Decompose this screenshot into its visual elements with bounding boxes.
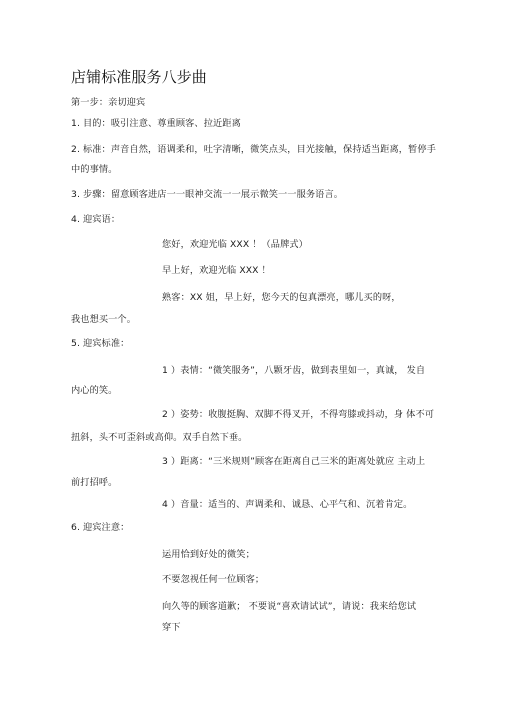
- item-3-steps: 3. 步骤：留意顾客进店一一眼神交流一一展示微笑一一服务语言。: [71, 189, 344, 200]
- item-4-greeting-heading: 4. 迎宾语：: [71, 214, 121, 225]
- item-2-standard-line-1: 2. 标准：声音自然，语调柔和，吐字清晰，微笑点头，目光接触，保持适当距离，暂停手: [71, 144, 436, 155]
- standard-1-line-2: 内心的笑。: [71, 385, 118, 396]
- item-5-greeting-standard-heading: 5. 迎宾标准：: [71, 338, 130, 349]
- greeting-3-continued: 我也想买一个。: [71, 314, 137, 325]
- document-title: 店铺标准服务八步曲: [71, 68, 207, 86]
- note-3-continued: 穿下: [162, 622, 181, 633]
- item-6-notes-heading: 6. 迎宾注意：: [71, 522, 130, 533]
- greeting-3: 熟客：XX 姐，早上好，您今天的包真漂亮，哪儿买的呀，: [162, 292, 401, 303]
- standard-3-line-1: 3 ）距离：“三米规则”顾客在距离自己三米的距离处就应 主动上: [162, 456, 426, 467]
- step-heading: 第一步：亲切迎宾: [71, 97, 146, 108]
- item-1-purpose: 1. 目的：吸引注意、尊重顾客、拉近距离: [71, 118, 241, 129]
- standard-3-line-2: 前打招呼。: [71, 477, 118, 488]
- standard-1-line-1: 1 ）表情：“微笑服务”，八颗牙齿，做到表里如一，真诚， 发自: [162, 365, 426, 376]
- note-3: 向久等的顾客道歉； 不要说“喜欢请试试”，请说：我来给您试: [162, 601, 417, 612]
- note-1: 运用恰到好处的微笑；: [162, 549, 255, 560]
- item-2-standard-line-2: 中的事情。: [71, 164, 118, 175]
- standard-2-line-2: 扭斜，头不可歪斜或高仰。双手自然下垂。: [71, 432, 248, 443]
- standard-4: 4 ）音量：适当的、声调柔和、诚恳、心平气和、沉着肯定。: [162, 499, 413, 510]
- greeting-1: 您好，欢迎光临 XXX ！（品牌式）: [162, 239, 308, 250]
- standard-2-line-1: 2 ）姿势：收腹挺胸、双脚不得叉开，不得弯膝或抖动，身 体不可: [162, 409, 435, 420]
- note-2: 不要忽视任何一位顾客；: [162, 574, 265, 585]
- greeting-2: 早上好，欢迎光临 XXX ！: [162, 265, 271, 276]
